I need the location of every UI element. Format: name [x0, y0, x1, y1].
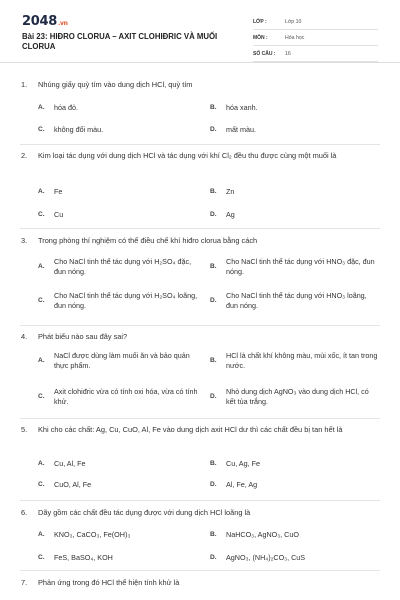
option-d[interactable]: D. AgNO₃, (NH₄)₂CO₃, CuS	[210, 553, 306, 562]
option-c[interactable]: C. Cho NaCl tinh thể tác dụng với H₂SO₄ loãng, đun nóng.	[38, 291, 198, 310]
option-c[interactable]: C. FeS, BaSO₄, KOH	[38, 553, 113, 562]
meta-key: SỐ CÂU :	[253, 50, 276, 57]
divider	[20, 325, 380, 326]
option-a[interactable]: A. Cu, Al, Fe	[38, 459, 86, 468]
option-a[interactable]: A. KNO₃, CaCO₃, Fe(OH)₃	[38, 530, 131, 539]
option-b[interactable]: B. Cho NaCl tinh thể tác dụng với HNO₃ đặc, đun nóng.	[210, 257, 375, 276]
option-d[interactable]: D. Ag	[210, 210, 235, 219]
option-b[interactable]: B. hóa xanh.	[210, 103, 258, 112]
option-b[interactable]: B. Zn	[210, 187, 235, 196]
meta-row-count	[253, 46, 378, 62]
divider	[20, 228, 380, 229]
meta-value: Hóa học	[285, 34, 305, 41]
option-b[interactable]: B. HCl là chất khí không màu, mùi xốc, ít tan trong nước.	[210, 351, 378, 370]
divider	[20, 418, 380, 419]
divider	[20, 570, 380, 571]
question-text: Nhúng giấy quỳ tím vào dung dịch HCl, quỳ tím	[38, 80, 193, 89]
question-text: Phát biểu nào sau đây sai?	[38, 332, 128, 341]
meta-key: MÔN :	[253, 34, 268, 41]
question-3	[21, 236, 381, 247]
question-text: Phản ứng trong đó HCl thể hiện tính khử là	[38, 578, 180, 587]
option-d[interactable]: D. mất màu.	[210, 125, 256, 134]
option-d[interactable]: D. Al, Fe, Ag	[210, 480, 258, 489]
question-6	[21, 508, 381, 519]
question-text: Kim loại tác dụng với dung dịch HCl và tác dụng với khí Cl₂ đều thu được cùng một muối là	[38, 151, 337, 160]
question-text: Khi cho các chất: Ag, Cu, CuO, Al, Fe vào dung dịch axit HCl dư thì các chất đều bị tan hết là	[38, 425, 343, 434]
site-logo[interactable]: 2048.vn	[22, 14, 68, 29]
option-b[interactable]: B. Cu, Ag, Fe	[210, 459, 260, 468]
question-number: 6.	[21, 508, 28, 517]
meta-value: Lớp 10	[285, 18, 302, 25]
question-number: 3.	[21, 236, 28, 245]
question-number: 2.	[21, 151, 28, 160]
question-4	[21, 332, 381, 343]
option-a[interactable]: A. Fe	[38, 187, 63, 196]
question-text: Trong phòng thí nghiệm có thể điều chế khí hiđro clorua bằng cách	[38, 236, 258, 245]
option-c[interactable]: C. không đổi màu.	[38, 125, 104, 134]
divider	[20, 144, 380, 145]
meta-row-subject	[253, 30, 378, 46]
divider	[20, 500, 380, 501]
question-number: 1.	[21, 80, 28, 89]
question-text: Dãy gồm các chất đều tác dụng được với dung dịch HCl loãng là	[38, 508, 251, 517]
option-d[interactable]: D. Cho NaCl tinh thể tác dụng với HNO₃ loãng, đun nóng.	[210, 291, 367, 310]
option-a[interactable]: A. hóa đỏ.	[38, 103, 78, 112]
option-c[interactable]: C. Axit clohiđric vừa có tính oxi hóa, vừa có tính khử.	[38, 387, 198, 406]
question-number: 7.	[21, 578, 28, 587]
option-d[interactable]: D. Nhỏ dung dịch AgNO₃ vào dung dịch HCl, có kết tủa trắng.	[210, 387, 369, 406]
question-2	[21, 151, 381, 162]
option-b[interactable]: B. NaHCO₃, AgNO₃, CuO	[210, 530, 299, 539]
option-c[interactable]: C. CuO, Al, Fe	[38, 480, 92, 489]
meta-info	[253, 14, 378, 62]
meta-row-class	[253, 14, 378, 30]
document-header	[0, 0, 400, 63]
question-7	[21, 578, 381, 589]
question-1	[21, 80, 381, 91]
meta-key: LỚP :	[253, 18, 267, 25]
question-number: 5.	[21, 425, 28, 434]
option-a[interactable]: A. Cho NaCl tinh thể tác dụng với H₂SO₄ đặc, đun nóng.	[38, 257, 192, 276]
option-a[interactable]: A. NaCl được dùng làm muối ăn và bảo quản thực phẩm.	[38, 351, 190, 370]
meta-value: 16	[285, 50, 291, 57]
option-c[interactable]: C. Cu	[38, 210, 64, 219]
lesson-title: Bài 23: HIĐRO CLORUA – AXIT CLOHIĐRIC VÀ MUỐI CLORUA	[22, 32, 218, 51]
question-number: 4.	[21, 332, 28, 341]
question-5	[21, 425, 381, 436]
